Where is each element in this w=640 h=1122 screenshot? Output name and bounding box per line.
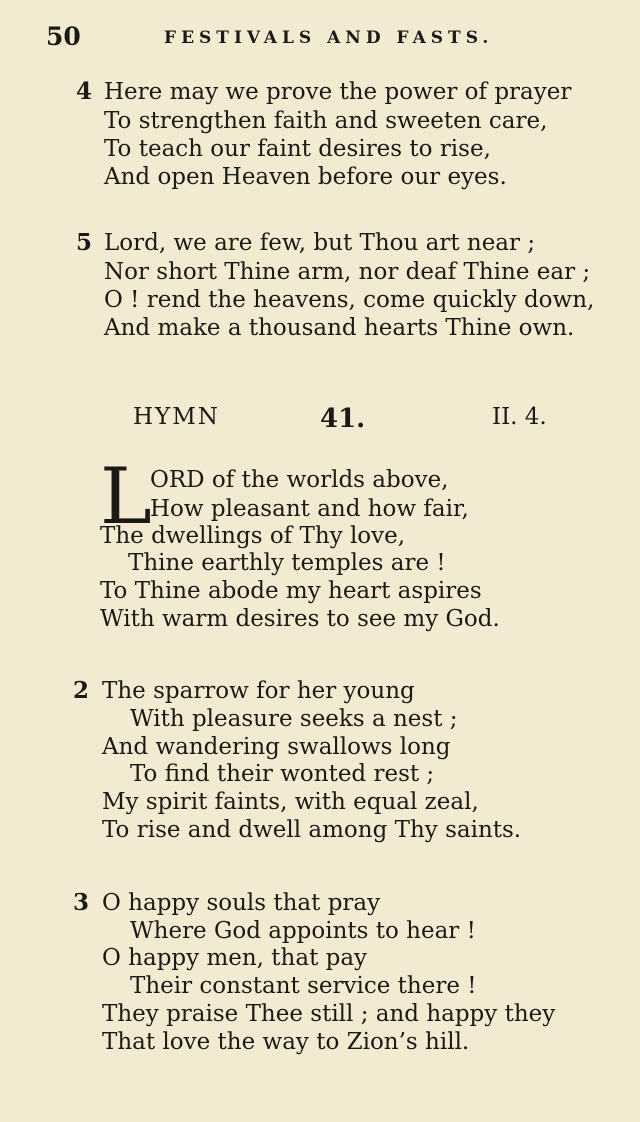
- verse-line: O happy men, that pay: [102, 945, 368, 971]
- verse-line: To rise and dwell among Thy saints.: [102, 817, 522, 843]
- verse-line: They praise Thee still ; and happy they: [102, 1001, 556, 1027]
- verse-line: ORD of the worlds above,: [150, 467, 449, 493]
- hymn-number: 41.: [320, 404, 366, 434]
- verse-line: The dwellings of Thy love,: [100, 523, 406, 549]
- verse-line: And wandering swallows long: [102, 734, 451, 760]
- page-header: [46, 22, 600, 56]
- hymn-label: HYMN: [133, 404, 220, 430]
- verse-line: The sparrow for her young: [102, 678, 415, 704]
- verse-line: To find their wonted rest ;: [130, 761, 435, 787]
- drop-cap: L: [100, 452, 152, 542]
- verse-line: To strengthen faith and sweeten care,: [104, 108, 548, 134]
- verse-line: Their constant service there !: [130, 973, 477, 999]
- verse-line: Where God appoints to hear !: [130, 918, 476, 944]
- page-number: 50: [46, 22, 81, 51]
- stanza-number: 4: [76, 78, 93, 105]
- verse-line: With warm desires to see my God.: [100, 606, 500, 632]
- verse-line: To teach our faint desires to rise,: [104, 136, 491, 162]
- stanza-number: 2: [73, 677, 90, 704]
- verse-line: And make a thousand hearts Thine own.: [104, 315, 575, 341]
- hymn-heading: [0, 404, 640, 440]
- verse-line: How pleasant and how fair,: [150, 496, 469, 522]
- running-head: FESTIVALS AND FASTS.: [164, 28, 494, 48]
- verse-line: That love the way to Zion’s hill.: [102, 1029, 470, 1055]
- verse-line: My spirit faints, with equal zeal,: [102, 789, 479, 815]
- verse-line: To Thine abode my heart aspires: [100, 578, 482, 604]
- hymn-meter: II. 4.: [492, 404, 547, 430]
- stanza-number: 3: [73, 889, 90, 916]
- verse-line: With pleasure seeks a nest ;: [130, 706, 458, 732]
- verse-line: Here may we prove the power of prayer: [104, 79, 572, 105]
- verse-line: Thine earthly temples are !: [128, 550, 446, 576]
- verse-line: Nor short Thine arm, nor deaf Thine ear ;: [104, 259, 591, 285]
- verse-line: And open Heaven before our eyes.: [104, 164, 507, 190]
- verse-line: Lord, we are few, but Thou art near ;: [104, 230, 536, 256]
- stanza-number: 5: [76, 229, 93, 256]
- verse-line: O ! rend the heavens, come quickly down,: [104, 287, 595, 313]
- verse-line: O happy souls that pray: [102, 890, 381, 916]
